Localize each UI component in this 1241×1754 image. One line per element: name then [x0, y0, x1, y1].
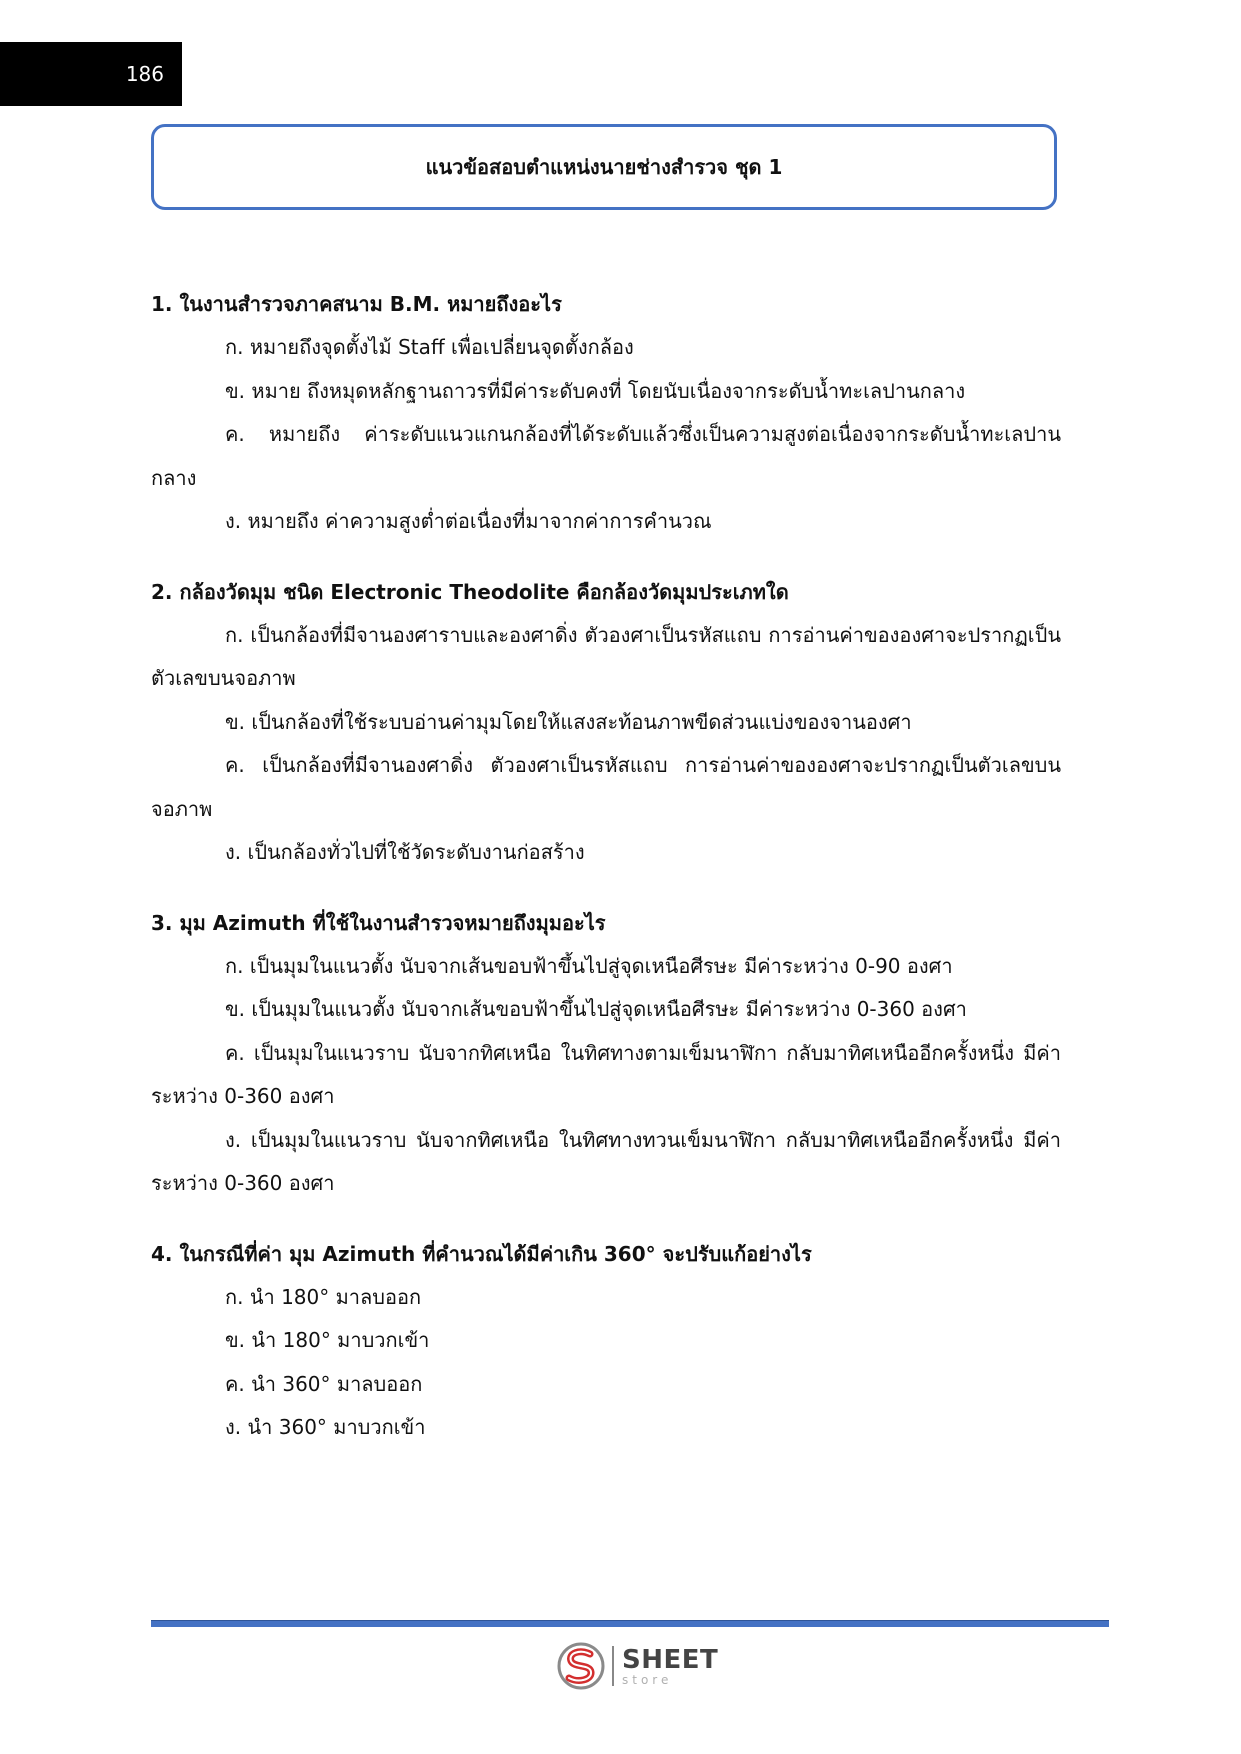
- answer-option: ง. หมายถึง ค่าความสูงต่ำต่อเนื่องที่มาจากค่าการคำนวณ: [225, 509, 712, 533]
- answer-option: ง. เป็นมุมในแนวราบ นับจากทิศเหนือ ในทิศทางทวนเข็มนาฬิกา กลับมาทิศเหนืออีกครั้งหนึ่ง มีค่าระหว่าง 0-360 องศา: [151, 1127, 1061, 1195]
- question-3: [151, 901, 1061, 1206]
- sheet-store-logo-icon: [556, 1641, 606, 1691]
- answer-option: ข. นำ 180° มาบวกเข้า: [225, 1328, 430, 1352]
- question-4: [151, 1232, 1061, 1450]
- question-text: 1. ในงานสำรวจภาคสนาม B.M. หมายถึงอะไร: [151, 292, 562, 316]
- answer-option: ค. หมายถึง ค่าระดับแนวแกนกล้องที่ได้ระดับแล้วซึ่งเป็นความสูงต่อเนื่องจากระดับน้ำทะเลปานกลาง: [151, 422, 1061, 490]
- answer-option: ก. นำ 180° มาลบออก: [225, 1284, 422, 1309]
- question-text: 4. ในกรณีที่ค่า มุม Azimuth ที่คำนวณได้มีค่าเกิน 360° จะปรับแก้อย่างไร: [151, 1241, 812, 1266]
- page-number-tab: [0, 42, 182, 106]
- answer-option: ข. เป็นมุมในแนวตั้ง นับจากเส้นขอบฟ้าขึ้นไปสู่จุดเหนือศีรษะ มีค่าระหว่าง 0-360 องศา: [225, 997, 967, 1021]
- logo-divider: [612, 1646, 614, 1686]
- question-2: [151, 570, 1061, 875]
- logo-word: SHEET: [622, 1644, 719, 1675]
- answer-option: ก. หมายถึงจุดตั้งไม้ Staff เพื่อเปลี่ยนจุดตั้งกล้อง: [225, 335, 634, 359]
- page-number: 186: [125, 62, 164, 86]
- answer-option: ค. เป็นมุมในแนวราบ นับจากทิศเหนือ ในทิศทางตามเข็มนาฬิกา กลับมาทิศเหนืออีกครั้งหนึ่ง มีค่าระหว่าง 0-360 องศา: [151, 1040, 1061, 1108]
- logo-subword: store: [622, 1672, 673, 1687]
- logo-wordmark: [622, 1644, 719, 1687]
- answer-option: ง. เป็นกล้องทั่วไปที่ใช้วัดระดับงานก่อสร้าง: [225, 840, 585, 864]
- question-1: [151, 282, 1061, 544]
- footer-rule: [151, 1620, 1109, 1627]
- question-text: 3. มุม Azimuth ที่ใช้ในงานสำรวจหมายถึงมุมอะไร: [151, 910, 606, 935]
- title-box: [151, 124, 1057, 210]
- answer-option: ข. เป็นกล้องที่ใช้ระบบอ่านค่ามุมโดยให้แสงสะท้อนภาพขีดส่วนแบ่งของจานองศา: [225, 709, 912, 734]
- answer-option: ก. เป็นมุมในแนวตั้ง นับจากเส้นขอบฟ้าขึ้นไปสู่จุดเหนือศีรษะ มีค่าระหว่าง 0-90 องศา: [225, 953, 953, 978]
- answer-option: ค. เป็นกล้องที่มีจานองศาดิ่ง ตัวองศาเป็นรหัสแถบ การอ่านค่าขององศาจะปรากฏเป็นตัวเลขบนจอภาพ: [151, 753, 1061, 821]
- footer-logo: [556, 1638, 718, 1694]
- question-text: 2. กล้องวัดมุม ชนิด Electronic Theodolite คือกล้องวัดมุมประเภทใด: [151, 579, 789, 604]
- question-list: [151, 282, 1061, 1476]
- answer-option: ง. นำ 360° มาบวกเข้า: [225, 1415, 426, 1439]
- page-title: แนวข้อสอบตำแหน่งนายช่างสำรวจ ชุด 1: [425, 155, 783, 179]
- answer-option: ก. เป็นกล้องที่มีจานองศาราบและองศาดิ่ง ตัวองศาเป็นรหัสแถบ การอ่านค่าขององศาจะปรากฏเป็นตัวเลขบนจอภาพ: [151, 622, 1061, 690]
- answer-option: ค. นำ 360° มาลบออก: [225, 1371, 423, 1396]
- answer-option: ข. หมาย ถึงหมุดหลักฐานถาวรที่มีค่าระดับคงที่ โดยนับเนื่องจากระดับน้ำทะเลปานกลาง: [225, 378, 966, 403]
